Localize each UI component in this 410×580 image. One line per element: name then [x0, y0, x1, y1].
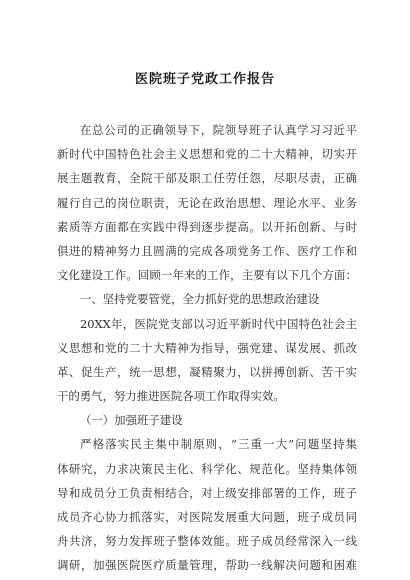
body-line: 在总公司的正确领导下，院领导班子认真学习习近平 — [80, 123, 357, 137]
document-body — [57, 118, 357, 578]
body-line: 20XX年，医院党支部以习近平新时代中国特色社会主 — [80, 316, 357, 331]
body-line: （一）加强班子建设 — [80, 413, 183, 428]
body-line: 文化建设工作。回顾一年来的工作，主要有以下几个方面： — [57, 268, 357, 283]
body-line: 素质等方面都在实践中得到逐步提高。以开拓创新、与时 — [57, 219, 357, 234]
body-line: 俱进的精神努力且圆满的完成各项党务工作、医疗工作和 — [57, 243, 357, 258]
body-line: 义思想和党的二十大精神为指导，强党建、谋发展、抓改 — [57, 340, 357, 355]
document-title: 医院班子党政工作报告 — [134, 72, 275, 87]
body-line: 一、坚持党要管党，全力抓好党的思想政治建设 — [80, 292, 320, 307]
body-line: 展主题教育，全院干部及职工任劳任怨，尽职尽责，正确 — [57, 171, 357, 186]
body-line: 体研究，力求决策民主化、科学化、规范化。坚持集体领 — [57, 461, 357, 476]
body-line: 严格落实民主集中制原则，“三重一大”问题坚持集 — [80, 437, 357, 452]
body-line: 新时代中国特色社会主义思想和党的二十大精神，切实开 — [57, 147, 357, 162]
body-line: 成员齐心协力抓落实，对医院发展重大问题，班子成员同 — [57, 510, 357, 524]
body-line: 履行自己的岗位职责，无论在政治思想、理论水平、业务 — [57, 195, 357, 210]
body-line: 调研，加强医院医疗质量管理，帮助一线解决问题和困难 — [57, 558, 357, 573]
body-line: 干的勇气，努力推进医院各项工作取得实效。 — [57, 389, 285, 404]
body-line: 导和成员分工负责相结合，对上级安排部署的工作，班子 — [57, 485, 357, 500]
body-line: 革、促生产，统一思想，凝精聚力，以拼搏创新、苦干实 — [57, 364, 357, 379]
body-line: 舟共济，努力发挥班子整体效能。班子成员经常深入一线 — [57, 534, 357, 549]
